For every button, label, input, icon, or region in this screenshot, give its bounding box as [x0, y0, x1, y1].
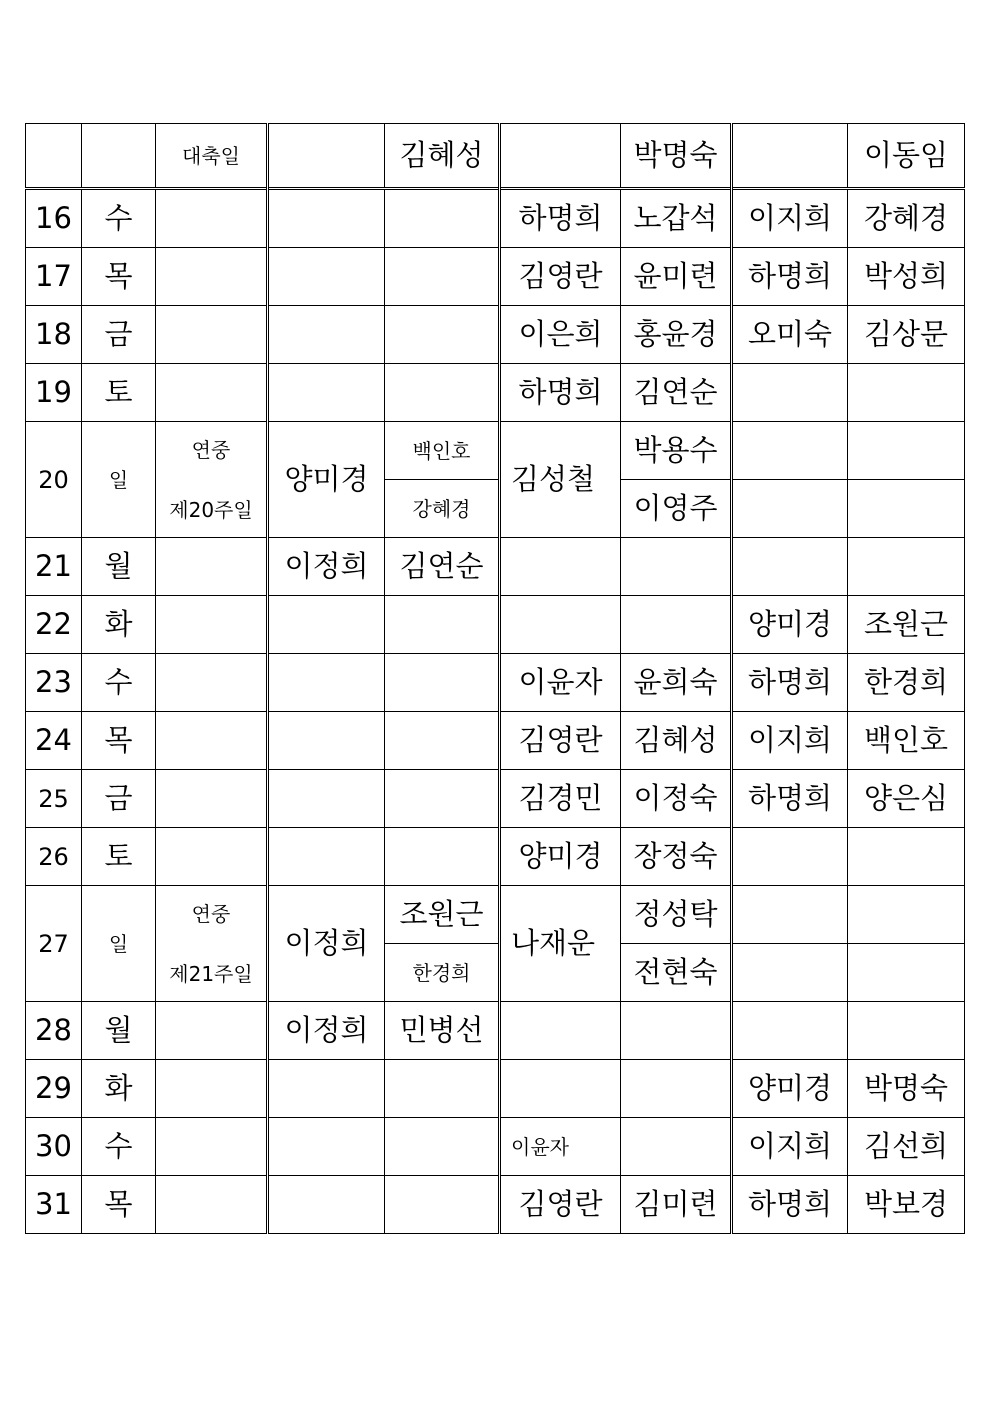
cell: [848, 944, 965, 1002]
cell: 한경희: [385, 944, 500, 1002]
weekday: 수: [82, 189, 156, 248]
cell: [848, 886, 965, 944]
cell: [732, 480, 848, 538]
cell: 나재운: [500, 886, 621, 1002]
cell: [385, 1118, 500, 1176]
cell: [732, 538, 848, 596]
table-row: [26, 886, 965, 944]
cell: 박성희: [848, 248, 965, 306]
feast-cell: [156, 1060, 268, 1118]
cell: [848, 422, 965, 480]
cell: [500, 1002, 621, 1060]
cell: 김미련: [621, 1176, 732, 1234]
weekday: 토: [82, 364, 156, 422]
cell: 김영란: [500, 712, 621, 770]
cell: [385, 828, 500, 886]
cell: 김연순: [385, 538, 500, 596]
cell: [732, 828, 848, 886]
cell: 오미숙: [732, 306, 848, 364]
cell: [268, 654, 385, 712]
cell: 양미경: [732, 596, 848, 654]
cell: 김성철: [500, 422, 621, 538]
day-number: 19: [26, 364, 82, 422]
weekday: 일: [82, 886, 156, 1002]
cell: [621, 1118, 732, 1176]
cell: 조원근: [385, 886, 500, 944]
cell: 한경희: [848, 654, 965, 712]
feast-cell: [156, 712, 268, 770]
table-row: [26, 364, 965, 422]
cell: [268, 189, 385, 248]
feast-cell: [156, 248, 268, 306]
feast-cell: [156, 1002, 268, 1060]
header-cell: [82, 124, 156, 189]
cell: [848, 538, 965, 596]
feast-cell: [156, 189, 268, 248]
cell: 백인호: [385, 422, 500, 480]
cell: 민병선: [385, 1002, 500, 1060]
cell: 이정숙: [621, 770, 732, 828]
table-row: [26, 306, 965, 364]
cell: 이영주: [621, 480, 732, 538]
feast-line: 연중: [191, 437, 231, 462]
cell: [268, 1060, 385, 1118]
weekday: 토: [82, 828, 156, 886]
cell: [385, 770, 500, 828]
cell: [621, 538, 732, 596]
header-cell: [732, 124, 848, 189]
table-row: [26, 1060, 965, 1118]
cell: 하명희: [732, 1176, 848, 1234]
cell: 전현숙: [621, 944, 732, 1002]
schedule-table: [25, 123, 965, 1234]
cell: 하명희: [732, 770, 848, 828]
day-number: 21: [26, 538, 82, 596]
feast-line: 연중: [191, 901, 231, 926]
day-number: 26: [26, 828, 82, 886]
cell: [385, 189, 500, 248]
cell: [385, 1176, 500, 1234]
cell: 조원근: [848, 596, 965, 654]
header-name: 김혜성: [385, 124, 500, 189]
cell: 이윤자: [500, 654, 621, 712]
feast-cell: [156, 1118, 268, 1176]
cell: [848, 1002, 965, 1060]
day-number: 24: [26, 712, 82, 770]
cell: [385, 248, 500, 306]
cell: 강혜경: [848, 189, 965, 248]
table-row: [26, 596, 965, 654]
table-row: [26, 828, 965, 886]
table-row: [26, 712, 965, 770]
cell: 윤희숙: [621, 654, 732, 712]
cell: [621, 1060, 732, 1118]
cell: 김상문: [848, 306, 965, 364]
day-number: 28: [26, 1002, 82, 1060]
cell: 박용수: [621, 422, 732, 480]
cell: [500, 1060, 621, 1118]
cell: [385, 364, 500, 422]
weekday: 월: [82, 538, 156, 596]
cell: 이은희: [500, 306, 621, 364]
weekday: 목: [82, 712, 156, 770]
day-number: 18: [26, 306, 82, 364]
cell: [500, 596, 621, 654]
cell: 이지희: [732, 712, 848, 770]
feast-cell: [156, 886, 268, 1002]
header-cell: [26, 124, 82, 189]
cell: 김연순: [621, 364, 732, 422]
cell: [385, 654, 500, 712]
weekday: 수: [82, 1118, 156, 1176]
cell: [268, 248, 385, 306]
day-number: 30: [26, 1118, 82, 1176]
cell: [268, 596, 385, 654]
cell: [268, 770, 385, 828]
cell: 장정숙: [621, 828, 732, 886]
cell: [268, 364, 385, 422]
day-number: 16: [26, 189, 82, 248]
weekday: 화: [82, 1060, 156, 1118]
cell: 이정희: [268, 538, 385, 596]
feast-cell: [156, 828, 268, 886]
cell: 노갑석: [621, 189, 732, 248]
header-cell: [268, 124, 385, 189]
cell: [500, 538, 621, 596]
table-row: [26, 189, 965, 248]
cell: [848, 480, 965, 538]
cell: 김선희: [848, 1118, 965, 1176]
cell: 김영란: [500, 248, 621, 306]
cell: 김혜성: [621, 712, 732, 770]
cell: [385, 596, 500, 654]
cell: [385, 306, 500, 364]
cell: [732, 364, 848, 422]
table-row: [26, 422, 965, 480]
table-row: [26, 654, 965, 712]
header-cell: [500, 124, 621, 189]
day-number: 25: [26, 770, 82, 828]
weekday: 일: [82, 422, 156, 538]
cell: [621, 596, 732, 654]
cell: [268, 1176, 385, 1234]
feast-line: 제20주일: [169, 497, 253, 522]
cell: [268, 1118, 385, 1176]
cell: [268, 306, 385, 364]
day-number: 20: [26, 422, 82, 538]
feast-cell: [156, 306, 268, 364]
weekday: 수: [82, 654, 156, 712]
table-row: [26, 1176, 965, 1234]
weekday: 금: [82, 306, 156, 364]
cell: 이지희: [732, 189, 848, 248]
table-row: [26, 538, 965, 596]
cell: [732, 1002, 848, 1060]
feast-cell: [156, 770, 268, 828]
cell: [268, 828, 385, 886]
weekday: 금: [82, 770, 156, 828]
cell: [732, 944, 848, 1002]
cell: [268, 712, 385, 770]
cell: [732, 886, 848, 944]
cell: [848, 828, 965, 886]
header-row: [26, 124, 965, 189]
cell: 정성탁: [621, 886, 732, 944]
cell: 홍윤경: [621, 306, 732, 364]
table-row: [26, 1002, 965, 1060]
feast-cell: [156, 596, 268, 654]
header-name: 이동임: [848, 124, 965, 189]
cell: 하명희: [500, 364, 621, 422]
cell: 김영란: [500, 1176, 621, 1234]
table-row: [26, 770, 965, 828]
cell: 박보경: [848, 1176, 965, 1234]
weekday: 목: [82, 1176, 156, 1234]
cell: 하명희: [500, 189, 621, 248]
cell: 강혜경: [385, 480, 500, 538]
weekday: 화: [82, 596, 156, 654]
cell: 김경민: [500, 770, 621, 828]
cell: 이지희: [732, 1118, 848, 1176]
day-number: 27: [26, 886, 82, 1002]
cell: 이정희: [268, 1002, 385, 1060]
cell: 하명희: [732, 248, 848, 306]
weekday: 월: [82, 1002, 156, 1060]
weekday: 목: [82, 248, 156, 306]
feast-cell: [156, 422, 268, 538]
header-feast-label: 대축일: [156, 124, 268, 189]
day-number: 31: [26, 1176, 82, 1234]
cell: 이정희: [268, 886, 385, 1002]
cell: [732, 422, 848, 480]
cell: [385, 712, 500, 770]
cell: 하명희: [732, 654, 848, 712]
feast-cell: [156, 1176, 268, 1234]
cell: [385, 1060, 500, 1118]
day-number: 17: [26, 248, 82, 306]
cell: 이윤자: [500, 1118, 621, 1176]
day-number: 22: [26, 596, 82, 654]
cell: 백인호: [848, 712, 965, 770]
header-name: 박명숙: [621, 124, 732, 189]
cell: 양은심: [848, 770, 965, 828]
cell: 양미경: [500, 828, 621, 886]
table-row: [26, 248, 965, 306]
cell: 양미경: [268, 422, 385, 538]
cell: [848, 364, 965, 422]
cell: [621, 1002, 732, 1060]
day-number: 23: [26, 654, 82, 712]
cell: 양미경: [732, 1060, 848, 1118]
feast-cell: [156, 654, 268, 712]
day-number: 29: [26, 1060, 82, 1118]
cell: 박명숙: [848, 1060, 965, 1118]
feast-cell: [156, 364, 268, 422]
feast-cell: [156, 538, 268, 596]
cell: 윤미련: [621, 248, 732, 306]
table-row: [26, 1118, 965, 1176]
feast-line: 제21주일: [169, 961, 253, 986]
